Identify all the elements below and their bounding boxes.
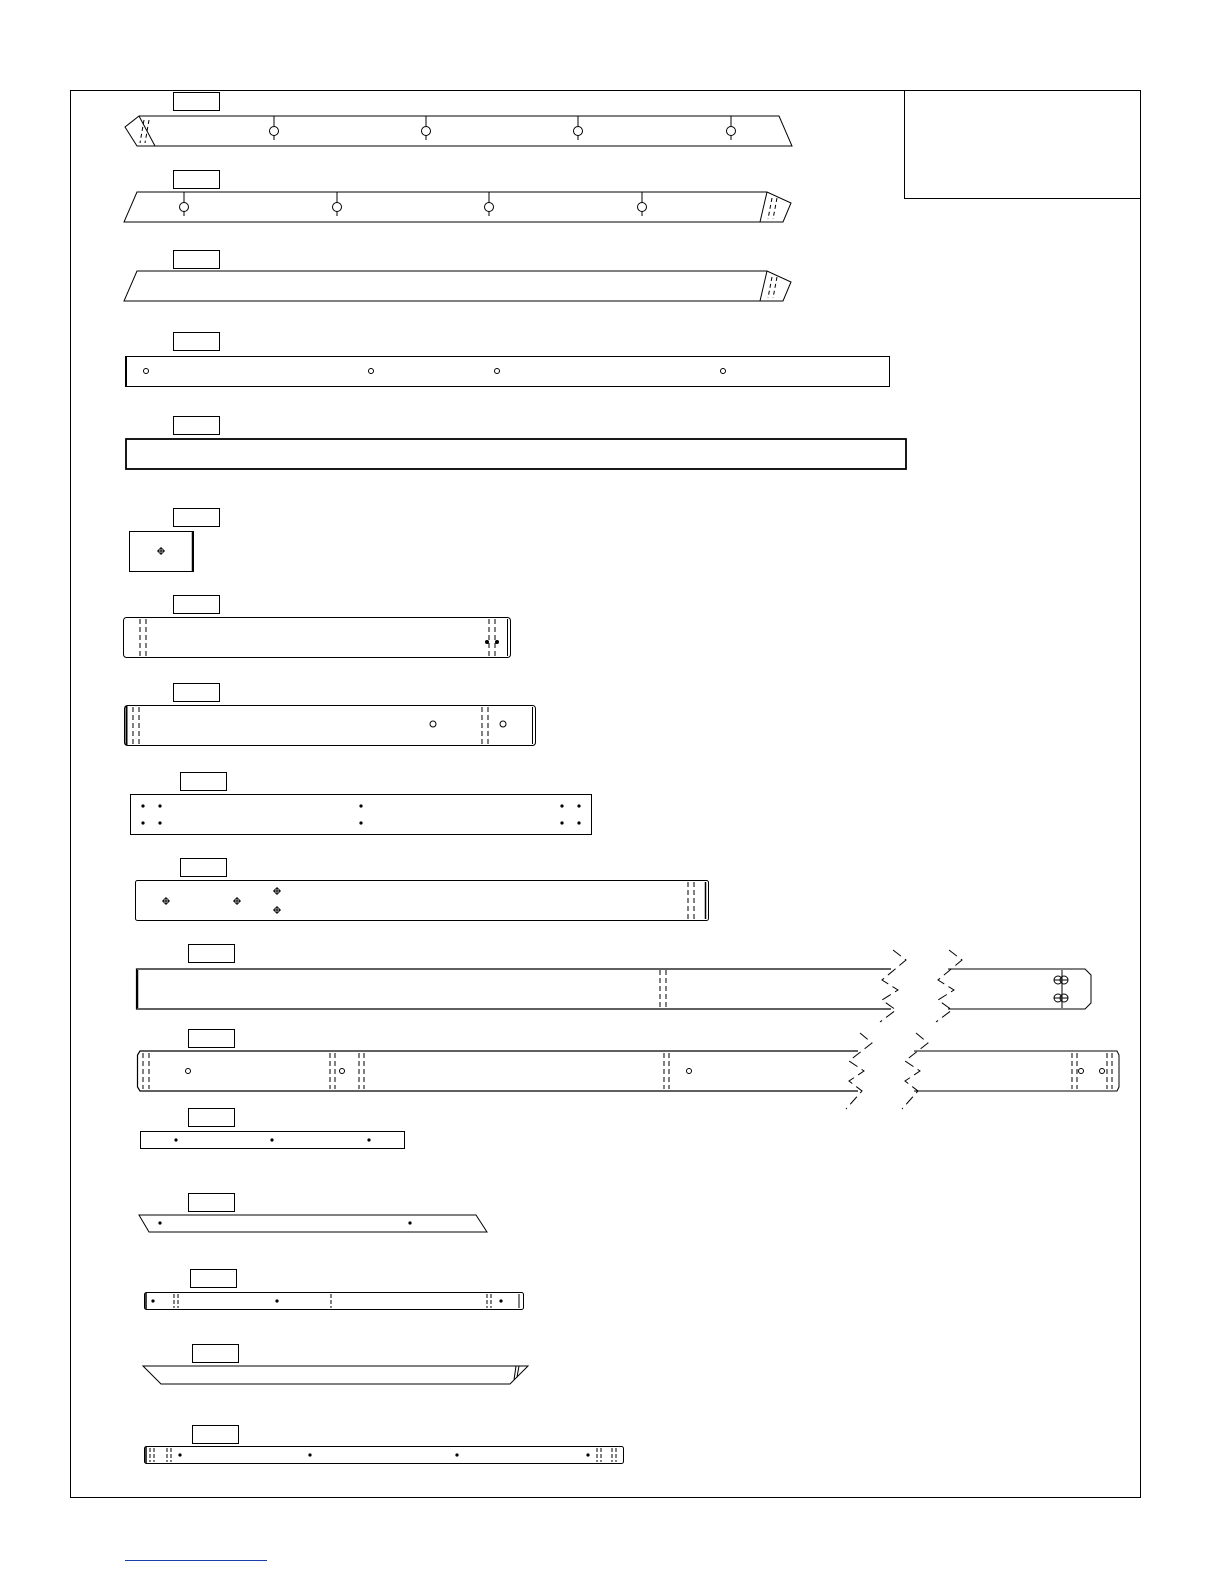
title-block bbox=[905, 91, 1141, 199]
part-05 bbox=[126, 417, 906, 470]
part-13-label-box bbox=[189, 1109, 235, 1127]
part-04-label-box bbox=[174, 333, 220, 351]
part-15 bbox=[145, 1270, 524, 1310]
part-01 bbox=[125, 93, 792, 147]
part-14 bbox=[139, 1194, 487, 1233]
part-13 bbox=[141, 1109, 405, 1149]
part-11-cam-locks bbox=[1054, 976, 1068, 1002]
part-04 bbox=[126, 333, 890, 387]
part-17-label-box bbox=[193, 1426, 239, 1444]
part-02 bbox=[124, 171, 791, 223]
part-14-label-box bbox=[189, 1194, 235, 1212]
part-16 bbox=[143, 1345, 528, 1385]
part-15-label-box bbox=[191, 1270, 237, 1288]
part-06-label-box bbox=[174, 509, 220, 527]
footer-link[interactable] bbox=[125, 1542, 267, 1561]
part-12 bbox=[138, 1030, 1120, 1110]
part-01-keyholes bbox=[270, 116, 736, 140]
part-02-keyholes bbox=[180, 192, 647, 216]
part-10 bbox=[136, 859, 709, 921]
part-07 bbox=[124, 596, 511, 658]
part-09 bbox=[131, 773, 592, 835]
part-09-label-box bbox=[181, 773, 227, 791]
part-11-label-box bbox=[189, 945, 235, 963]
part-11 bbox=[137, 945, 1092, 1023]
part-01-label-box bbox=[174, 93, 220, 111]
part-17 bbox=[145, 1426, 624, 1464]
part-08-label-box bbox=[174, 684, 220, 702]
part-03 bbox=[124, 251, 791, 302]
part-06 bbox=[130, 509, 220, 572]
part-12-label-box bbox=[189, 1030, 235, 1048]
part-16-label-box bbox=[193, 1345, 239, 1363]
part-10-label-box bbox=[181, 859, 227, 877]
part-08 bbox=[125, 684, 536, 746]
part-03-label-box bbox=[174, 251, 220, 269]
part-02-label-box bbox=[174, 171, 220, 189]
part-05-label-box bbox=[174, 417, 220, 435]
part-07-label-box bbox=[174, 596, 220, 614]
